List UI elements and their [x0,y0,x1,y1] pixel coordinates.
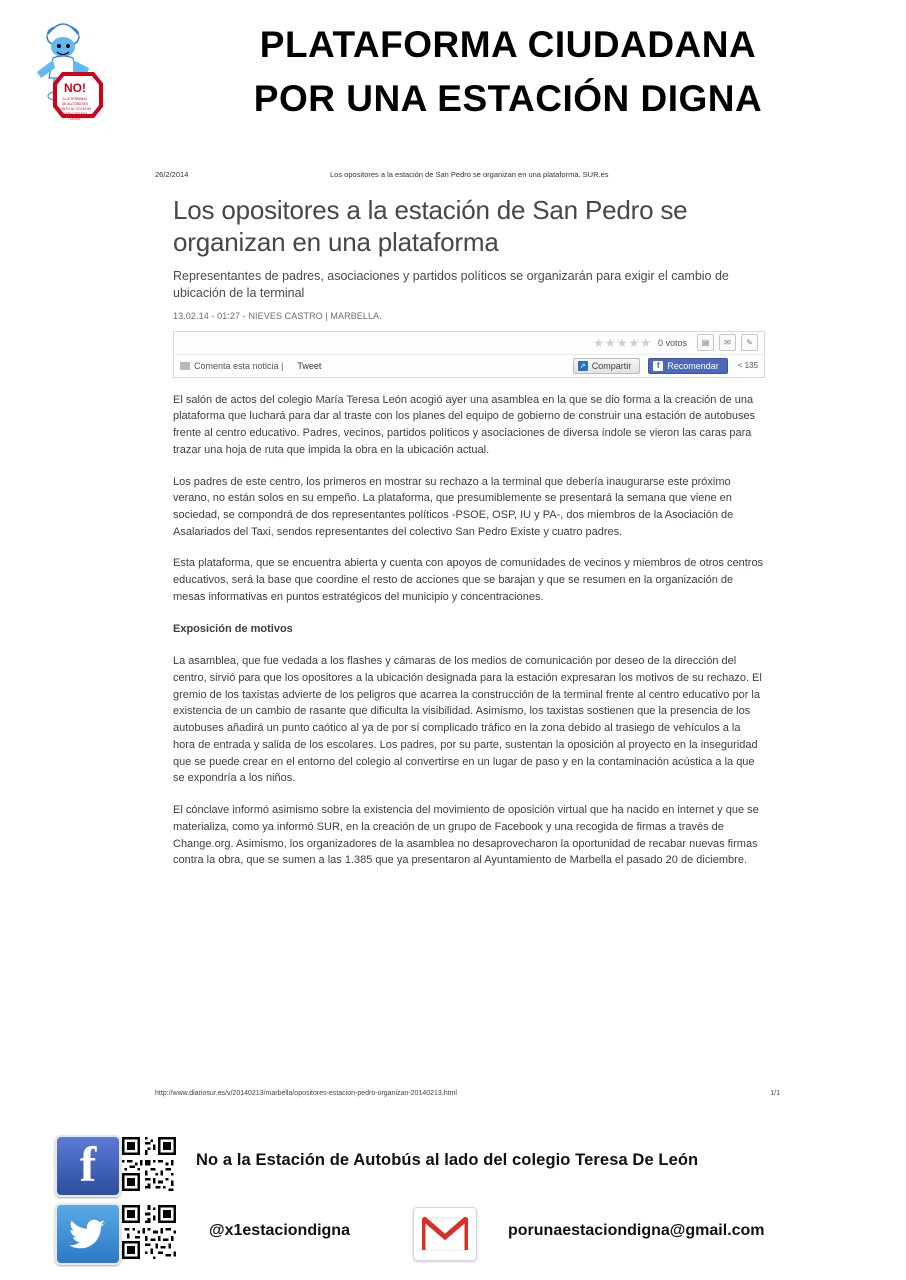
comment-label: Comenta esta noticia | [194,360,284,371]
breadcrumb: Los opositores a la estación de San Pedro se organizan en una plataforma. SUR.es [330,170,609,179]
article-body [173,392,765,869]
page-header [0,0,906,126]
article-byline: 13.02.14 - 01:27 - NIEVES CASTRO | MARBELLA. [173,310,382,321]
slogan-text: No a la Estación de Autobús al lado del colegio Teresa De León [196,1151,699,1169]
rating-row [174,332,764,355]
page-title [150,10,906,125]
logo-container [0,10,150,126]
svg-text:A LA TERMINAL: A LA TERMINAL [62,97,88,101]
gmail-icon[interactable] [413,1207,477,1261]
facebook-icon[interactable]: f [55,1135,121,1197]
plataforma-logo-icon [27,16,123,126]
comment-icon [180,362,190,370]
print-icon[interactable]: ▤ [697,334,714,351]
article-subtitle: Representantes de padres, asociaciones y partidos políticos se organizarán para exigir el cambio de ubicación de la terminal [173,269,729,301]
article-paragraph: Esta plataforma, que se encuentra abierta y cuenta con apoyos de comunidades de vecinos y miembros de otros centros educativos, será la base que coordine el resto de acciones que se barajan y que se resumen en la organización de mesas informativas en puntos estratégicos del municipio y concentraciones. [173,557,764,603]
comment-link[interactable] [180,361,283,371]
twitter-handle: @x1estaciondigna [209,1222,350,1239]
facebook-recommend-button[interactable] [648,358,728,374]
svg-text:JUNTO AL COLEGIO: JUNTO AL COLEGIO [58,107,92,111]
svg-text:LEON: LEON [70,117,80,121]
article-paragraph: El salón de actos del colegio María Teresa León acogió ayer una asamblea en la que se dio forma a la creación de una plataforma que luchará para dar al traste con los planes del equipo de gobierno de construir una estación de autobuses frente al centro educativo. Padres, vecinos, partidos políticos y asociaciones de diversa índole se vieron las caras para trazar una hoja de ruta que impida la obra en la ubicación actual. [173,393,756,456]
page-title-line2: POR UNA ESTACIÓN DIGNA [253,77,763,119]
scan-topbar [155,170,780,179]
page-number: 1/1 [770,1090,780,1097]
share-icon: ↗ [578,361,588,371]
article-toolbar [173,331,765,378]
svg-text:NO!: NO! [64,81,86,95]
share-row [174,355,764,377]
article-paragraph: El cónclave informó asimismo sobre la existencia del movimiento de oposición virtual que ha nacido en internet y que se materializa, como ya informó SUR, en la creación de un grupo de Facebook y una recogida de firmas a través de Change.org. Asimismo, los organizadores de la asamblea no desaprovecharon la oportunidad de recabar nuevas firmas contra la obra, que se sumen a las 1.385 que ya presentaron al Ayuntamiento de Marbella el pasado 20 de diciembre. [173,804,759,867]
share-label: Compartir [591,360,632,371]
rating-stars-icon[interactable]: ★★★★★ [593,335,652,350]
svg-text:DE AUTOBUSES: DE AUTOBUSES [61,102,89,106]
twitter-icon[interactable] [55,1203,121,1265]
qr-code-facebook [122,1137,176,1191]
qr-code-twitter [122,1205,176,1259]
article-scan [155,170,780,884]
article-section-heading: Exposición de motivos [173,622,293,635]
source-url: http://www.diariosur.es/v/20140213/marbella/opositores-estacion-pedro-organizan-20140213.html [155,1090,457,1097]
tool-icon-group [697,334,758,351]
print-date: 26/2/2014 [155,170,189,179]
mail-icon[interactable]: ✉ [719,334,736,351]
share-button[interactable] [573,358,641,374]
page-title-line1: PLATAFORMA CIUDADANA [259,24,757,65]
email-address: porunaestaciondigna@gmail.com [508,1222,765,1239]
contact-band [0,1125,906,1275]
vote-count: 0 votos [657,337,687,348]
scan-footer [155,1090,780,1097]
article-paragraph: Los padres de este centro, los primeros en mostrar su rechazo a la terminal que debería inaugurarse este próximo verano, no están solos en su empeño. La plataforma, que presumiblemente se presentará la semana que viene en sociedad, se compondrá de dos representantes políticos -PSOE, OSP, IU y PA-, dos miembros de la Asociación de Asalariados del Taxi, sendos representantes del colectivo San Pedro Existe y cuatro padres. [173,475,734,538]
facebook-label: Recomendar [667,360,719,371]
facebook-icon: f [653,361,663,371]
svg-text:MARIA TERESA: MARIA TERESA [62,112,88,116]
facebook-count: < 135 [737,361,758,371]
tweet-button[interactable]: Tweet [297,360,322,371]
article-headline: Los opositores a la estación de San Pedro se organizan en una plataforma [173,195,688,257]
article-paragraph: La asamblea, que fue vedada a los flashes y cámaras de los medios de comunicación por deseo de la dirección del centro, sirvió para que los opositores a la ubicación designada para la estación expresaran los motivos de su rechazo. El gremio de los taxistas advierte de los peligros que acarrea la construcción de la terminal frente al centro educativo por la existencia de un cambio de rasante que dificulta la visibilidad. Asimismo, los taxistas sostienen que la presencia de los autobuses añadirá un punto caótico al ya de por sí complicado tráfico en la zona debido al trasiego de vehículos a la hora de entrada y salida de los escolares. Los padres, por su parte, sustentan la oposición al proyecto en la inseguridad que se puede crear en el entorno del colegio al convertirse en un lugar de paso y en la contaminación acústica a la que se expondría a los niños. [173,655,762,785]
edit-icon[interactable]: ✎ [741,334,758,351]
